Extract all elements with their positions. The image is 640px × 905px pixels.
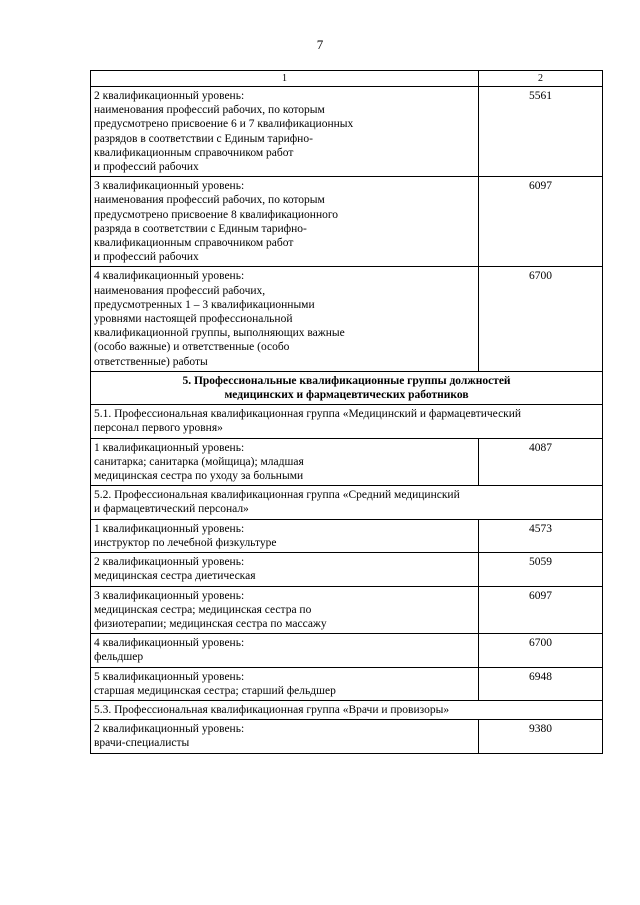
page-number: 7: [316, 37, 324, 52]
positions-description: врачи-специалисты: [94, 737, 190, 750]
level-cell: [91, 586, 479, 634]
salary-value: 6097: [479, 177, 603, 267]
salary-value: 6097: [479, 586, 603, 634]
table-row: [91, 667, 603, 700]
positions-description: санитарка; санитарка (мойщица); младшая медицинская сестра по уходу за больными: [94, 455, 304, 483]
salary-value: 5561: [479, 87, 603, 177]
salary-value: 4573: [479, 519, 603, 552]
positions-description: наименования профессий рабочих, по которым предусмотрено присвоение 8 квалификационного разряда в соответствии с Единым тарифно- квалификационным справочником работ и профессий рабочих: [94, 194, 339, 264]
qualification-level-label: 1 квалификационный уровень:: [94, 441, 245, 454]
section-heading-row: [91, 371, 603, 404]
positions-description: старшая медицинская сестра; старший фельдшер: [94, 684, 336, 697]
positions-description: наименования профессий рабочих, по которым предусмотрено присвоение 6 и 7 квалификационных разрядов в соответствии с Единым тарифно- квалификационным справочником работ и профессий рабочих: [94, 104, 354, 174]
qualification-level-label: 3 квалификационный уровень:: [94, 589, 245, 602]
salary-value: 6700: [479, 267, 603, 371]
level-cell: [91, 553, 479, 586]
table-header-row: [91, 71, 603, 87]
salary-value: 4087: [479, 438, 603, 486]
positions-description: медицинская сестра; медицинская сестра по физиотерапии; медицинская сестра по массажу: [94, 603, 327, 630]
positions-description: инструктор по лечебной физкультуре: [94, 536, 277, 549]
qualification-level-label: 2 квалификационный уровень:: [94, 556, 245, 569]
table-row: [91, 438, 603, 486]
qualification-level-label: 1 квалификационный уровень:: [94, 522, 245, 535]
salary-value: 5059: [479, 553, 603, 586]
group-heading: 5.2. Профессиональная квалификационная группа «Средний медицинский и фармацевтический персонал»: [91, 486, 603, 519]
qualification-level-label: 3 квалификационный уровень:: [94, 180, 245, 193]
salary-value: 9380: [479, 720, 603, 753]
column-header-2: 2: [479, 71, 603, 87]
level-cell: [91, 667, 479, 700]
qualification-level-label: 2 квалификационный уровень:: [94, 723, 245, 736]
salary-table: [90, 70, 603, 754]
section-heading: 5. Профессиональные квалификационные группы должностей медицинских и фармацевтических работников: [91, 371, 603, 404]
table-row: [91, 87, 603, 177]
group-heading-row: [91, 405, 603, 438]
level-cell: [91, 177, 479, 267]
level-cell: [91, 87, 479, 177]
positions-description: фельдшер: [94, 651, 144, 664]
table-row: [91, 267, 603, 371]
column-header-1: 1: [91, 71, 479, 87]
salary-value: 6700: [479, 634, 603, 667]
level-cell: [91, 267, 479, 371]
group-heading: 5.1. Профессиональная квалификационная группа «Медицинский и фармацевтический персонал первого уровня»: [91, 405, 603, 438]
group-heading: 5.3. Профессиональная квалификационная группа «Врачи и провизоры»: [91, 700, 603, 719]
positions-description: наименования профессий рабочих, предусмотренных 1 – 3 квалификационными уровнями настоящей профессиональной квалификационной группы, выполняющих важные (особо важные) и ответственные (особо ответственные) работы: [94, 284, 345, 368]
level-cell: [91, 519, 479, 552]
table-row: [91, 586, 603, 634]
level-cell: [91, 634, 479, 667]
qualification-level-label: 4 квалификационный уровень:: [94, 637, 245, 650]
table-row: [91, 634, 603, 667]
qualification-level-label: 5 квалификационный уровень:: [94, 670, 245, 683]
qualification-level-label: 2 квалификационный уровень:: [94, 90, 245, 102]
table-row: [91, 177, 603, 267]
salary-value: 6948: [479, 667, 603, 700]
table-row: [91, 519, 603, 552]
positions-description: медицинская сестра диетическая: [94, 570, 256, 583]
level-cell: [91, 720, 479, 753]
group-heading-row: [91, 700, 603, 719]
level-cell: [91, 438, 479, 486]
table-row: [91, 553, 603, 586]
table-row: [91, 720, 603, 753]
qualification-level-label: 4 квалификационный уровень:: [94, 270, 245, 283]
group-heading-row: [91, 486, 603, 519]
